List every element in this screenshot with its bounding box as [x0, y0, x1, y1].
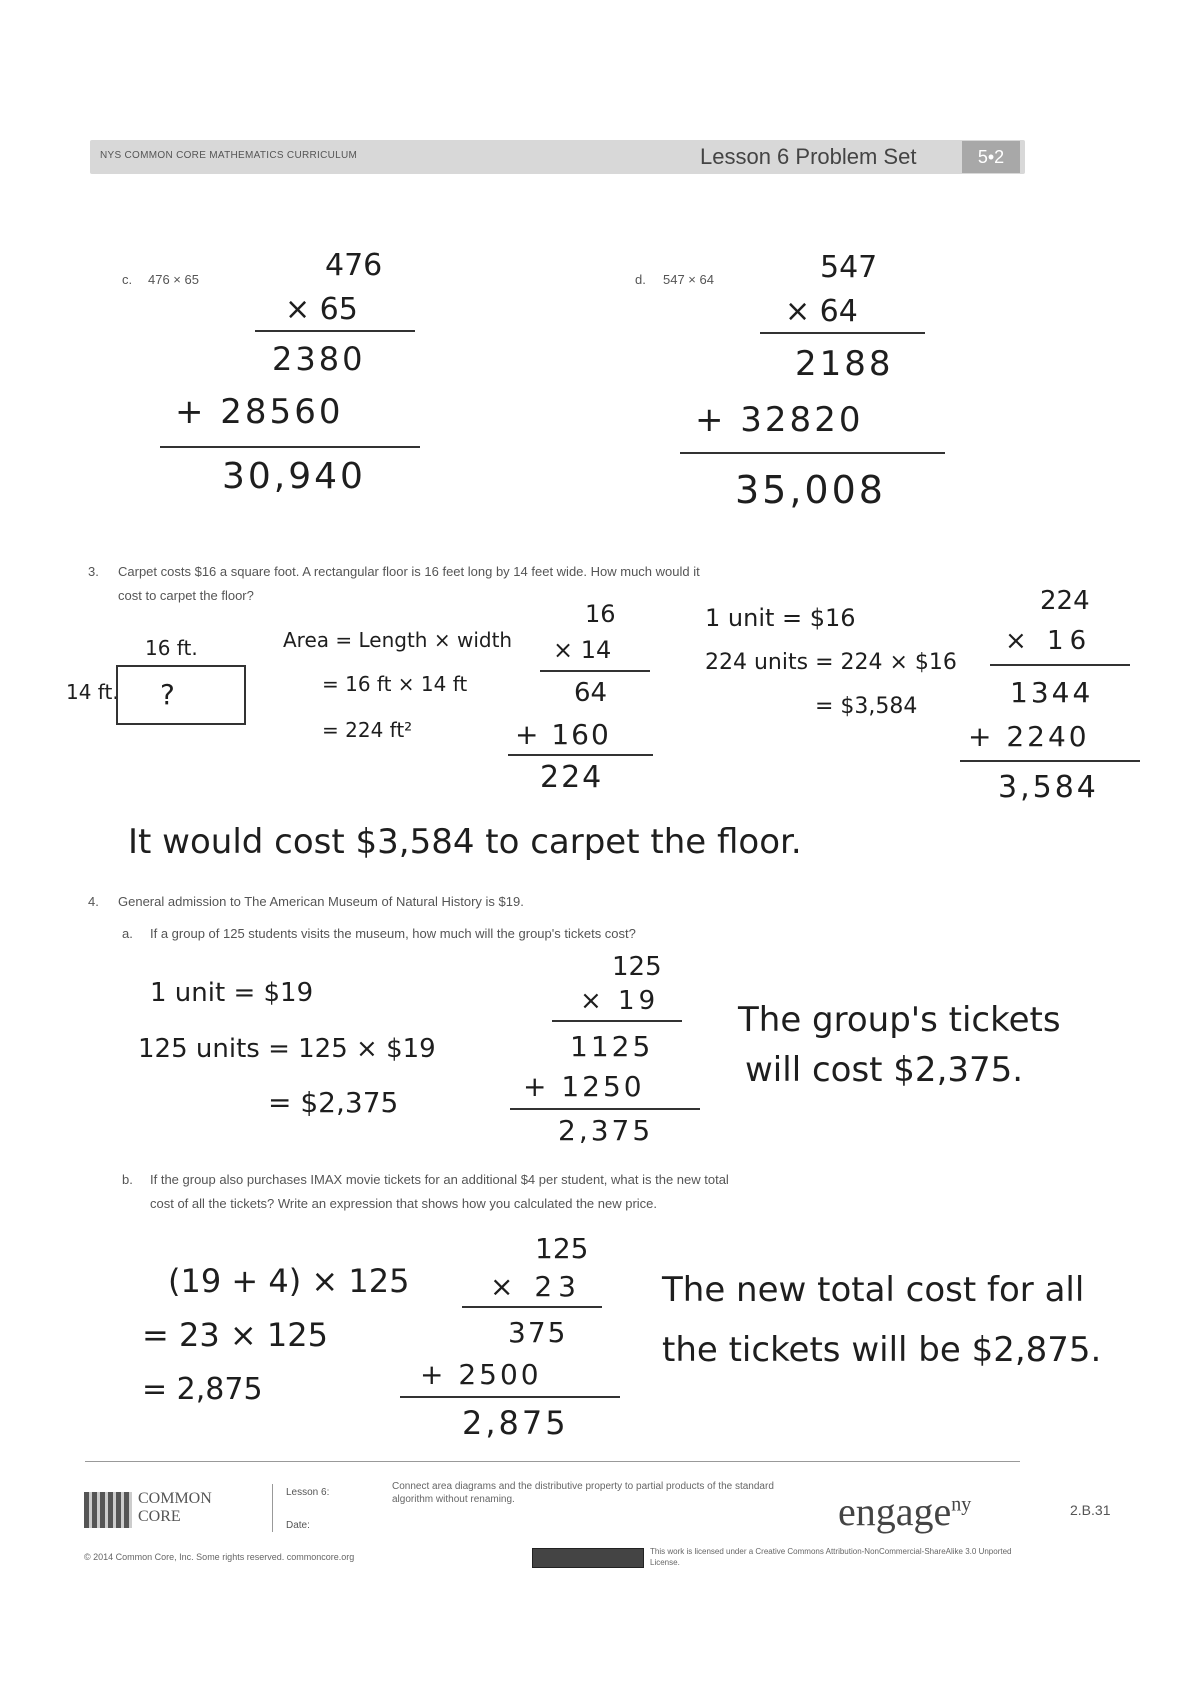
problem-c-label: c.: [122, 272, 133, 287]
calc1-mult: × 14: [553, 636, 612, 664]
problem-c-line1: [255, 330, 415, 332]
calc1-partial1: 64: [574, 678, 608, 708]
footer-divider: [85, 1461, 1020, 1462]
problem-4a-mult: × 19: [580, 986, 660, 1016]
engage-ny-logo: [838, 1488, 971, 1535]
problem-4b-expr2: = 23 × 125: [142, 1316, 328, 1354]
problem-4b-expr3: = 2,875: [142, 1372, 263, 1407]
problem-4a-unit2: 125 units = 125 × $19: [138, 1034, 436, 1064]
problem-3-text-line2: cost to carpet the floor?: [118, 588, 254, 603]
problem-d-top: 547: [820, 250, 878, 285]
calc2-line1: [990, 664, 1130, 666]
problem-4a-result: 2,375: [558, 1114, 654, 1147]
common-core-line1: COMMON: [138, 1490, 212, 1507]
calc1-top: 16: [585, 600, 616, 628]
problem-d-line1: [760, 332, 925, 334]
problem-4b-answer-line2: the tickets will be $2,875.: [662, 1330, 1102, 1370]
problem-3-text-line1: Carpet costs $16 a square foot. A rectangular floor is 16 feet long by 14 feet wide. How much would it: [118, 564, 700, 579]
diagram-side-label: 14 ft.: [66, 680, 119, 704]
calc2-partial1: 1344: [1010, 676, 1094, 709]
problem-c-line2: [160, 446, 420, 448]
calc2-result: 3,584: [998, 770, 1099, 805]
footer-lesson-label: Lesson 6:: [286, 1487, 330, 1498]
problem-3-number: 3.: [88, 564, 99, 579]
problem-4a-label: a.: [122, 926, 133, 941]
problem-4b-answer-line1: The new total cost for all: [662, 1270, 1085, 1310]
diagram-top-label: 16 ft.: [145, 636, 198, 660]
problem-4b-mult: × 23: [490, 1270, 582, 1303]
module-badge: 5•2: [962, 141, 1020, 173]
problem-4a-unit3: = $2,375: [268, 1086, 399, 1119]
problem-d-label: d.: [635, 272, 646, 287]
problem-4-number: 4.: [88, 894, 99, 909]
problem-4a-top: 125: [612, 952, 662, 982]
calc1-line1: [540, 670, 650, 672]
unit-line3: = $3,584: [815, 694, 918, 719]
problem-4a-unit1: 1 unit = $19: [150, 978, 314, 1008]
problem-d-result: 35,008: [735, 468, 886, 512]
footer-date-label: Date:: [286, 1520, 310, 1531]
diagram-unknown: ?: [160, 678, 175, 711]
lesson-title: Lesson 6 Problem Set: [700, 144, 917, 169]
page-number: 2.B.31: [1070, 1502, 1111, 1518]
unit-line2: 224 units = 224 × $16: [705, 650, 957, 675]
calc2-partial2: + 2240: [968, 720, 1090, 753]
calc1-line2: [508, 754, 653, 756]
calc2-top: 224: [1040, 586, 1090, 616]
problem-c-prompt: 476 × 65: [148, 272, 199, 287]
problem-4b-label: b.: [122, 1172, 133, 1187]
problem-c-mult: × 65: [285, 292, 358, 327]
problem-d-mult: × 64: [785, 294, 858, 329]
problem-4b-line2: [400, 1396, 620, 1398]
calc1-result: 224: [540, 760, 604, 795]
problem-4b-expr1: (19 + 4) × 125: [168, 1262, 410, 1300]
problem-d-partial1: 2188: [795, 344, 894, 384]
problem-4b-partial1: 375: [508, 1316, 568, 1349]
problem-c-top: 476: [325, 248, 383, 283]
problem-4a-text: If a group of 125 students visits the museum, how much will the group's tickets cost?: [150, 926, 636, 941]
engage-word: engage: [838, 1489, 952, 1534]
problem-4a-answer-line2: will cost $2,375.: [745, 1050, 1024, 1090]
copyright-notice: © 2014 Common Core, Inc. Some rights reserved. commoncore.org: [84, 1552, 355, 1562]
area-formula: Area = Length × width: [283, 628, 513, 652]
problem-d-line2: [680, 452, 945, 454]
engage-ny-sup: ny: [951, 1493, 972, 1516]
problem-4a-line2: [510, 1108, 700, 1110]
problem-4-intro: General admission to The American Museum of Natural History is $19.: [118, 894, 524, 909]
problem-d-partial2: + 32820: [695, 400, 864, 440]
problem-4a-answer-line1: The group's tickets: [738, 1000, 1061, 1040]
common-core-wordmark: [138, 1490, 212, 1526]
license-text: This work is licensed under a Creative Commons Attribution-NonCommercial-ShareAlike 3.0 Unported License.: [650, 1547, 1012, 1567]
problem-c-partial1: 2380: [272, 340, 366, 378]
unit-line1: 1 unit = $16: [705, 604, 856, 632]
problem-4a-line1: [552, 1020, 682, 1022]
problem-4b-text-line1: If the group also purchases IMAX movie tickets for an additional $4 per student, what is the new total: [150, 1172, 729, 1187]
curriculum-title: NYS COMMON CORE MATHEMATICS CURRICULUM: [100, 150, 358, 161]
problem-4b-top: 125: [535, 1232, 589, 1265]
problem-c-partial2: + 28560: [175, 392, 344, 432]
problem-4b-result: 2,875: [462, 1404, 569, 1442]
area-result: = 224 ft²: [322, 718, 413, 742]
footer-lesson-description: Connect area diagrams and the distributive property to partial products of the standard algorithm without renaming.: [392, 1481, 774, 1505]
floor-rectangle: [116, 665, 246, 725]
problem-c-result: 30,940: [222, 456, 366, 497]
problem-4a-partial2: + 1250: [523, 1070, 645, 1103]
common-core-logo-icon: [84, 1492, 132, 1528]
calc2-mult: × 16: [1005, 626, 1093, 656]
problem-4a-partial1: 1125: [570, 1030, 654, 1063]
calc1-partial2: + 160: [515, 718, 611, 751]
problem-d-prompt: 547 × 64: [663, 272, 714, 287]
area-substitution: = 16 ft × 14 ft: [322, 672, 468, 696]
problem-4b-partial2: + 2500: [420, 1358, 542, 1391]
problem-3-answer: It would cost $3,584 to carpet the floor.: [128, 822, 802, 862]
problem-4b-line1: [462, 1306, 602, 1308]
calc2-line2: [960, 760, 1140, 762]
footer-vertical-divider: [272, 1484, 273, 1532]
problem-4b-text-line2: cost of all the tickets? Write an expression that shows how you calculated the new price.: [150, 1196, 658, 1211]
common-core-line2: CORE: [138, 1508, 181, 1525]
creative-commons-badge-icon: [532, 1548, 644, 1568]
